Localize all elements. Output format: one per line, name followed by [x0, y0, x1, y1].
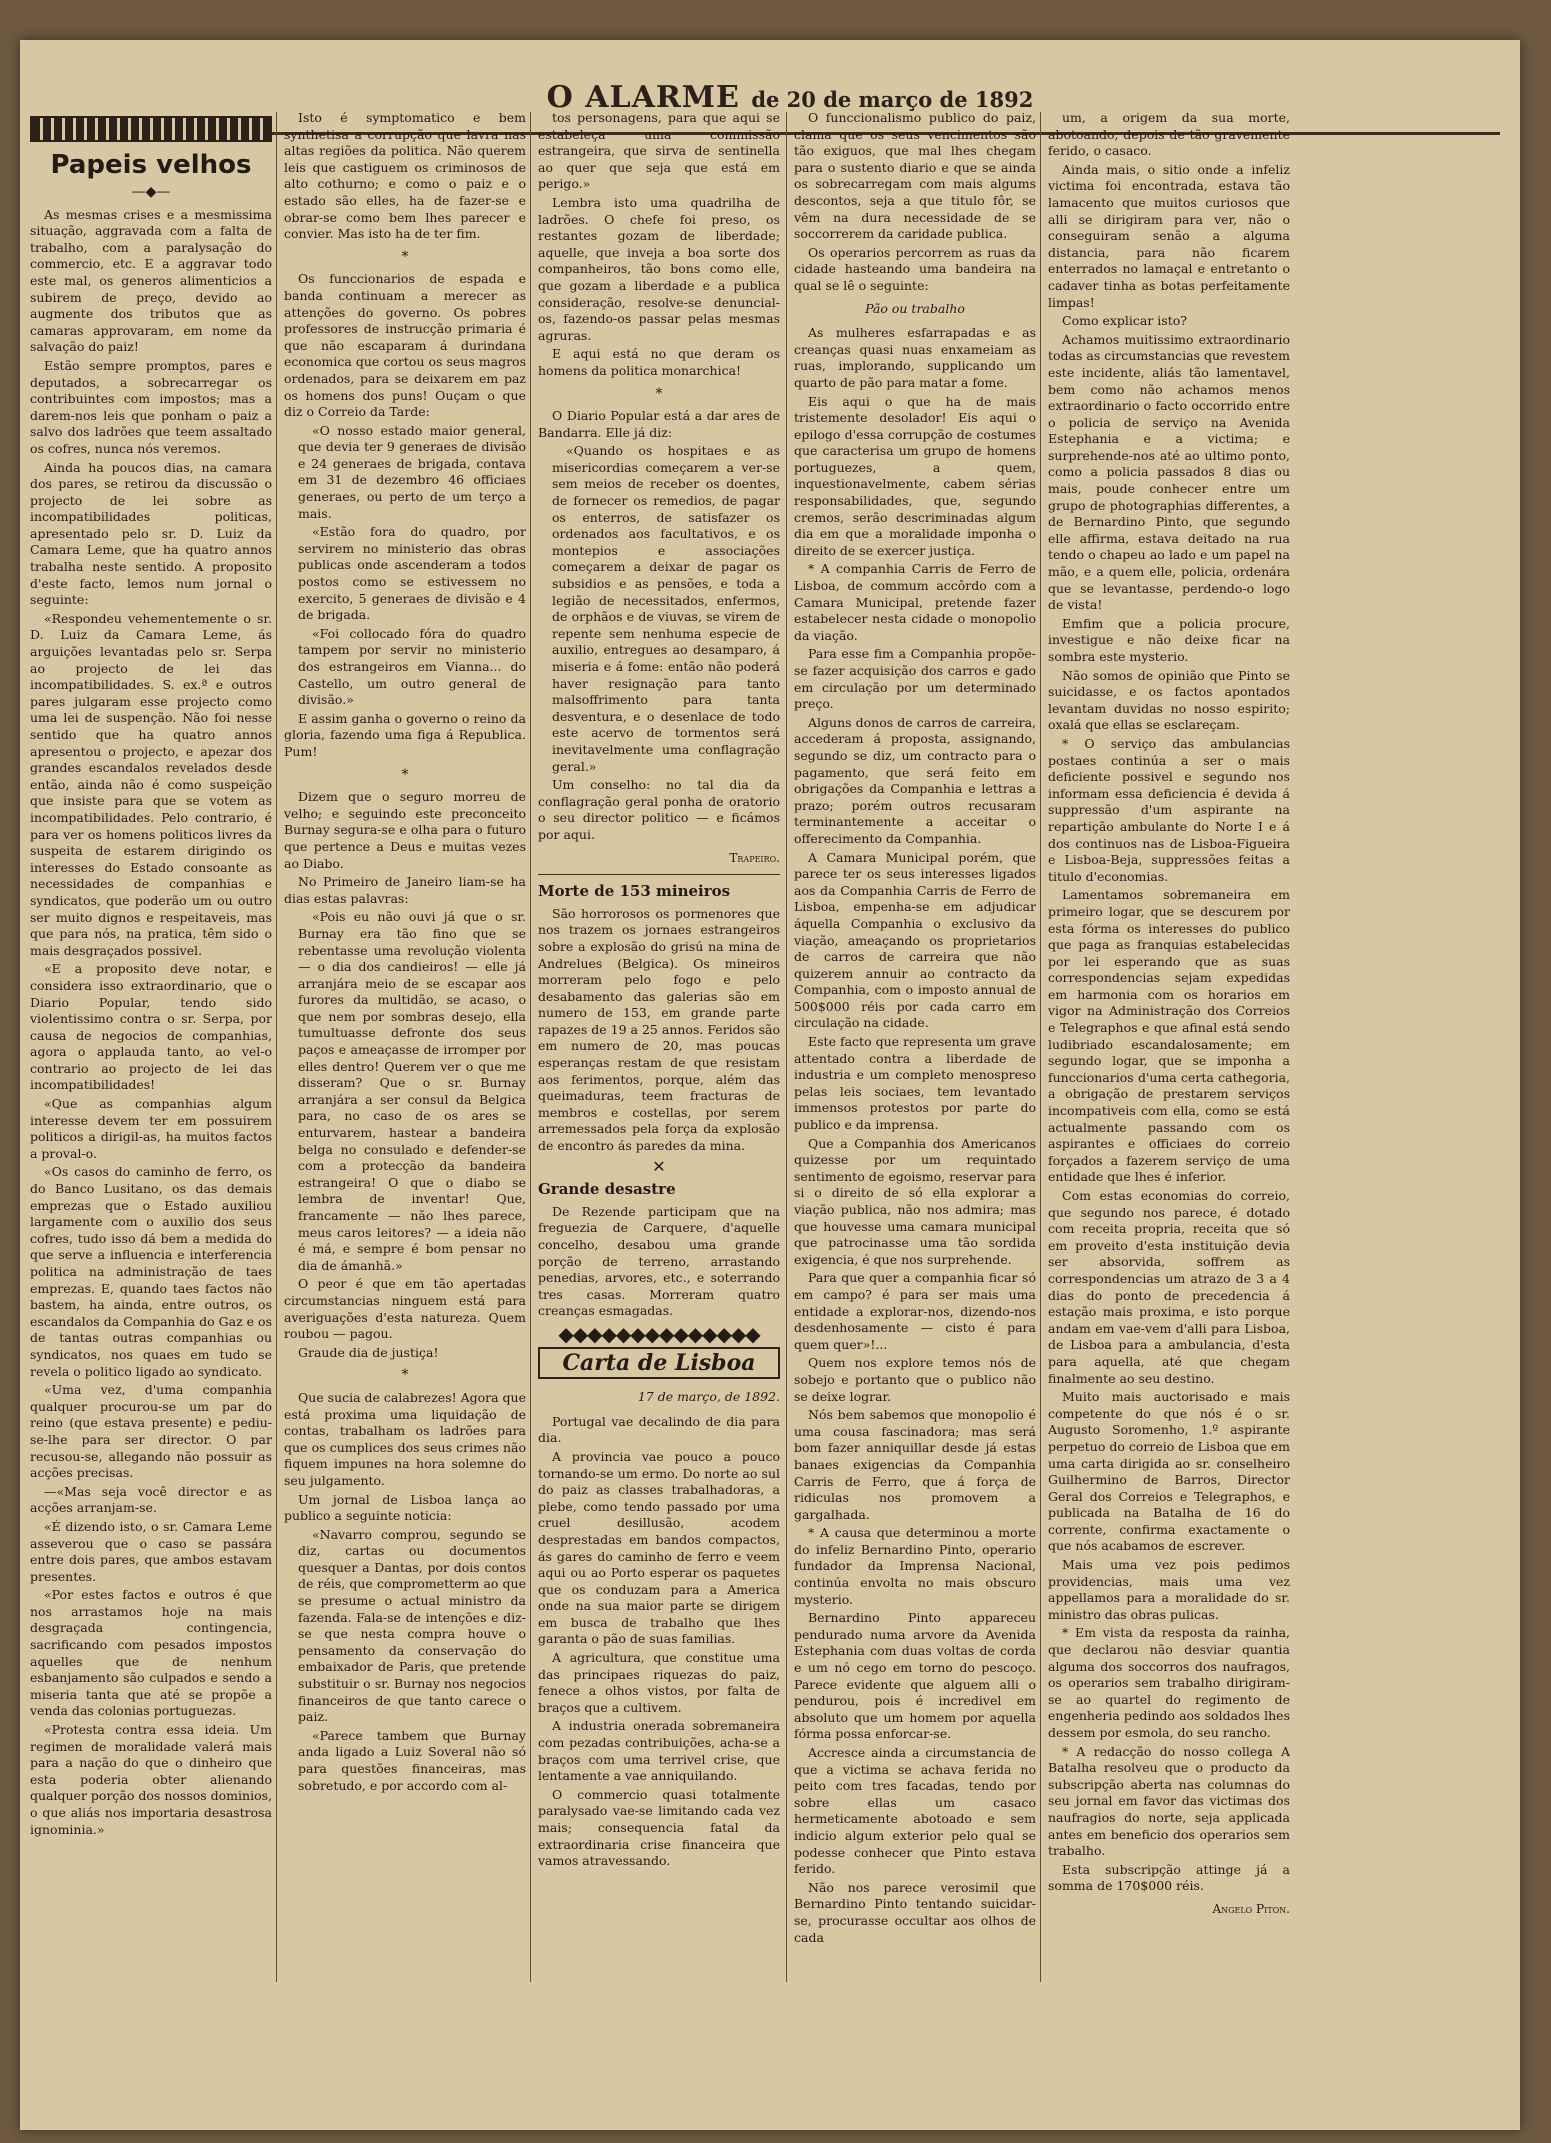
paragraph: * A companhia Carris de Ferro de Lisboa, de commum accôrdo com a Camara Municipal, pretende fazer estabelecer nesta cidade o monopolio da viação. — [794, 561, 1036, 643]
ornament-beads: ◆◆◆◆◆◆◆◆◆◆◆◆◆◆ — [558, 1321, 760, 1346]
paragraph: * A causa que determinou a morte do infeliz Bernardino Pinto, operario fundador da Imprensa Nacional, continúa envolta no mais obscuro mysterio. — [794, 1525, 1036, 1607]
paragraph: Este facto que representa um grave attentado contra a liberdade de industria e um completo menospreso pelas leis sociaes, tem levantado immensos protestos por parte do publico e da imprensa. — [794, 1034, 1036, 1133]
paragraph: A Camara Municipal porém, que parece ter os seus interesses ligados aos da Companhia Carris de Ferro de Lisboa, empenha-se em adjudicar áquella Companhia o exclusivo da viação, ameaçando os proprietarios de carros de carreira que não quizerem annuir ao contracto da Companhia, com o imposto annual de 500$000 réis por cada carro em circulação na cidade. — [794, 849, 1036, 1031]
quote: «Uma vez, d'uma companhia qualquer procurou-se um par do reino (que estava presente) e pediu-se-lhe para ser director. O par recusou-se, allegando não possuir as acções precisas. — [30, 1382, 272, 1481]
paragraph: Alguns donos de carros de carreira, accederam á proposta, assignando, segundo se diz, um contracto para o pagamento, que será feito em obrigações da Companhia e lettras a prazo; porém outros recusaram terminantemente a acceitar o offerecimento da Companhia. — [794, 714, 1036, 846]
quote: «Pois eu não ouvi já que o sr. Burnay era tão fino que se rebentasse uma revolução violenta — o dia dos candieiros! — elle já arranjára meio de se escapar aos furores da multidão, se acaso, o que nem por sombras desejo, ella tumultuasse defronte dos seus paços e ameaçasse de irromper por elles dentro! Querem ver o que me disseram? Que o sr. Burnay arranjára a ser consul da Belgica para, no caso de os ares se enturvarem, hastear a bandeira belga no consulado e defender-se com a protecção da bandeira estrangeira! O que o diabo se lembra de inventar! Que, francamente — não lhes parece, meus caros leitores? — a ideia não é má, e sempre é bom pensar no dia de ámanhã.» — [298, 909, 526, 1273]
quote: «Foi collocado fóra do quadro tampem por servir no ministerio dos estrangeiros em Vianna... do Castello, um outro general de divisão.» — [298, 625, 526, 708]
paragraph: Nós bem sabemos que monopolio é uma cousa fascinadora; mas será bom fazer anniquillar desde já estas banaes exigencias da Companhia Carris de Ferro, que á força de ridiculas nos promovem a gargalhada. — [794, 1407, 1036, 1522]
paragraph: Ainda ha poucos dias, na camara dos pares, se retirou da discussão o projecto de lei sobre as incompatibilidades politicas, apresentado pelo sr. D. Luiz da Camara Leme, que ha quatro annos trabalha neste sentido. A proposito d'este facto, lemos num jornal o seguinte: — [30, 459, 272, 608]
paragraph: Bernardino Pinto appareceu pendurado numa arvore da Avenida Estephania com duas voltas de corda e um nó cego em torno do pescoço. Parece evidente que alguem alli o pendurou, pois é incredivel em absoluto que um homem por aquella fórma possa enforcar-se. — [794, 1610, 1036, 1742]
asterisk-separator: * — [401, 1367, 409, 1384]
asterisk-separator: * — [401, 766, 409, 783]
quote: «Estão fora do quadro, por servirem no ministerio das obras publicas onde ascenderam a todos postos como se estivessem no exercito, 5 generaes de divisão e 4 de brigada. — [298, 524, 526, 623]
paragraph: A industria onerada sobremaneira com pezadas contribuições, acha-se a braços com uma terrivel crise, que lentamente a vae anniquilando. — [538, 1718, 780, 1784]
column-5 — [1048, 110, 1290, 1990]
paragraph: Portugal vae decalindo de dia para dia. — [538, 1413, 780, 1446]
quote: «Protesta contra essa ideia. Um regimen de moralidade valerá mais para a nação do que o dinheiro que esta poderia obter alienando qualquer porção dos nossos dominios, o que aliás nos importaria desastrosa ignominia.» — [30, 1722, 272, 1837]
column-3 — [538, 110, 780, 1990]
paragraph: Que a Companhia dos Americanos quizesse por um requintado sentimento de egoismo, reservar para si o direito de só ella explorar a viação publica, não nos admira; mas que houvesse uma camara municipal que patrocinasse uma tão sordida exigencia, é que nos surprehende. — [794, 1135, 1036, 1267]
paragraph: Accresce ainda a circumstancia de que a victima se achava ferida no peito com tres facadas, tendo por sobre ellas um casaco hermeticamente abotoado e sem indicio algum exterior pelo qual se podesse conhecer que Pinto estava ferido. — [794, 1745, 1036, 1877]
paragraph: O Diario Popular está a dar ares de Bandarra. Elle já diz: — [538, 408, 780, 440]
paragraph: E aqui está no que deram os homens da politica monarchica! — [538, 346, 780, 378]
column-2 — [284, 110, 526, 1990]
paragraph: tos personagens, para que aqui se estabeleça uma commissão estrangeira, que sirva de sentinella ao quer que seja que está em perigo.» — [538, 110, 780, 192]
paragraph: No Primeiro de Janeiro liam-se ha dias estas palavras: — [284, 874, 526, 906]
banner-motto: Pão ou trabalho — [865, 300, 965, 316]
paragraph: Quem nos explore temos nós de sobejo e portanto que o publico não se deixe lograr. — [794, 1355, 1036, 1404]
divider — [538, 874, 780, 875]
paragraph: Emfim que a policia procure, investigue e não deixe ficar na sombra este mysterio. — [1048, 615, 1290, 664]
column-4 — [794, 110, 1036, 1990]
paragraph: Os funccionarios de espada e banda continuam a merecer as attenções do governo. Os pobres professores de instrucção primaria é que não escaparam á durindana economica que cortou os seus magros ordenados, para se deixarem em paz os homens dos puns! Ouçam o que diz o Correio da Tarde: — [284, 271, 526, 420]
paragraph: Muito mais auctorisado e mais competente do que nós é o sr. Augusto Soromenho, 1.º aspirante perpetuo do correio de Lisboa que em uma carta dirigida ao sr. conselheiro Guilhermino de Barros, Director Geral dos Correios e Telegraphos, e publicada na Batalha de 16 do corrente, confirma exactamente o que nós acabamos de escrever. — [1048, 1389, 1290, 1554]
paragraph: O commercio quasi totalmente paralysado vae-se limitando cada vez mais; consequencia fatal da extraordinaria crise financeira que vamos atravessando. — [538, 1786, 780, 1869]
section-title-box: Carta de Lisboa — [538, 1347, 780, 1380]
paragraph: Eis aqui o que ha de mais tristemente desolador! Eis aqui o epilogo d'essa corrupção de costumes que caracterisa um grupo de homens portuguezes, a quem, inquestionavelmente, cabem sérias responsabilidades, que, segundo cremos, serão descriminadas algum dia em que a moralidade imponha o direito de se exercer justiça. — [794, 393, 1036, 558]
section-heading: Grande desastre — [538, 1180, 676, 1199]
column-divider — [1040, 112, 1041, 1982]
quote: «Que as companhias algum interesse devem ter em possuirem politicos a dirigil-as, ha muitos factos a proval-o. — [30, 1096, 272, 1161]
asterisk-separator: * — [655, 385, 663, 402]
paragraph: * A redacção do nosso collega A Batalha resolveu que o producto da subscripção aberta nas columnas do seu jornal em favor das victimas dos naufragios do norte, seja applicada antes em beneficio dos operarios sem trabalho. — [1048, 1743, 1290, 1859]
paragraph: Não nos parece verosimil que Bernardino Pinto tentando suicidar-se, procurasse occultar aos olhos de cada — [794, 1879, 1036, 1945]
section-heading: Morte de 153 mineiros — [538, 882, 731, 901]
paragraph: As mulheres esfarrapadas e as creanças quasi nuas enxameiam as ruas, implorando, supplicando um quarto de pão para matar a fome. — [794, 325, 1036, 390]
paragraph: Para esse fim a Companhia propõe-se fazer acquisição dos carros e gado em circulação por um determinado preço. — [794, 646, 1036, 712]
paragraph: Ainda mais, o sitio onde a infeliz victima foi encontrada, estava tão lamacento que muitos curiosos que alli se dirigiram para ver, não o conseguiram senão a alguma distancia, para não ficarem enterrados no lamaçal e entretanto o cadaver tinha as botas perfeitamente limpas! — [1048, 161, 1290, 310]
paragraph: E assim ganha o governo o reino da gloria, fazendo uma figa á Republica. Pum! — [284, 710, 526, 759]
paragraph: Lembra isto uma quadrilha de ladrões. O chefe foi preso, os restantes gozam de liberdade; aquelle, que inveja a boa sorte dos companheiros, tão bons como elle, que gozam a liberdade e a publica consideração, resolve-se denuncial-os, fazendo-os passar pelas mesmas agruras. — [538, 194, 780, 343]
paragraph: De Rezende participam que na freguezia de Carquere, d'aquelle concelho, desabou uma grande porção de terreno, arrastando penedias, arvores, etc., e soterrando tres casas. Morreram quatro creanças esmagadas. — [538, 1203, 780, 1319]
quote: «Quando os hospitaes e as misericordias começarem a ver-se sem meios de receber os doentes, de fornecer os remedios, de pagar os enterros, de satisfazer os ordenados aos facultativos, e os montepios e associações começarem a deixar de pagar os subsidios e as pensões, e toda a legião de necessitados, enfermos, de orphãos e de viuvas, se virem de repente sem nenhuma especie de auxilio, entregues ao desamparo, á miseria e á fome: então não poderá haver resignação para tanto malsoffrimento para tanta desventura, e o desenlace de todo este acervo de tormentos será inevitavelmente uma conflagração geral.» — [552, 443, 780, 774]
paragraph: Estão sempre promptos, pares e deputados, a sobrecarregar os contribuintes com impostos; mas a darem-nos leis que ponham o paiz a salvo dos ladrões que teem assaltado os cofres, nunca nós veremos. — [30, 357, 272, 456]
paragraph: São horrorosos os pormenores que nos trazem os jornaes estrangeiros sobre a explosão do grisú na mina de Andrelues (Belgica). Os mineiros morreram pelo fogo e pelo desabamento das galerias são em numero de 153, em grande parte rapazes de 19 a 25 annos. Feridos são em numero de 20, mas poucas esperanças restam de que resistam aos ferimentos, porque, além das queimaduras, teem fracturas de membros e costellas, por serem arremessados pela força da explosão de encontro ás paredes da mina. — [538, 905, 780, 1154]
dateline: 17 de março, de 1892. — [637, 1389, 780, 1405]
paragraph: A provincia vae pouco a pouco tornando-se um ermo. Do norte ao sul do paiz as classes trabalhadoras, a plebe, como tendo passado por uma cruel desillusão, acodem desprestadas em bandos compactos, ás gares do caminho de ferro e veem aqui ou ao Porto esperar os paquetes que os conduzam para a America onde na sua maior parte se dirigem em busca de trabalho que lhes garanta o pão de suas familias. — [538, 1448, 780, 1647]
paragraph: Dizem que o seguro morreu de velho; e seguindo este preconceito Burnay segura-se e olha para o futuro que pertence a Deus e muitas vezes ao Diabo. — [284, 789, 526, 871]
paragraph: A agricultura, que constitue uma das principaes riquezas do paiz, fenece a olhos vistos, por falta de braços que a cultivem. — [538, 1650, 780, 1715]
paragraph: Como explicar isto? — [1062, 313, 1187, 329]
cross-icon: ✕ — [652, 1156, 666, 1176]
paragraph: um, a origem da sua morte, abotoando, depois de tão gravemente ferido, o casaco. — [1048, 110, 1290, 159]
paragraph: Que sucia de calabrezes! Agora que está proxima uma liquidação de contas, trabalham os ladrões para que os cumplices dos seus crimes não fiquem impunes na hora solemne do seu julgamento. — [284, 1389, 526, 1488]
paragraph: O funccionalismo publico do paiz, clama que os seus vencimentos são tão exiguos, que mal lhes chegam para o sustento diario e que se ainda os sobrecarregam com mais algums descontos, seja a que titulo fôr, se vêm na dura necessidade de se soccorrerem da caridade publica. — [794, 110, 1036, 242]
paragraph: Lamentamos sobremaneira em primeiro logar, que se descurem por esta fórma os interesses do publico que paga as franquias estabelecidas por lei esperando que as suas correspondencias sejam expedidas em harmonia com os horarios em vigor na Administração dos Correios e Telegraphos e que afinal está sendo ludibriado escandalosamente; em segundo logar, que se imponha a funccionarios d'uma certa cathegoria, a obrigação de prestarem serviços incompativeis com ella, como se está actualmente passando com os aspirantes e officiaes do correio forçados a fazerem serviço de uma entidade que lhes é inferior. — [1048, 887, 1290, 1185]
quote: «Navarro comprou, segundo se diz, cartas ou documentos quesquer a Dantas, por dois contos de réis, que comprometterm ao que se presume o actual ministro da fazenda. Fala-se de intenções e diz-se que nesta compra houve o pensamento da conservação do embaixador de Paris, que pretende substituir o sr. Burnay nos negocios financeiros de que tanto carece o paiz. — [298, 1526, 526, 1725]
signature: Angelo Piton. — [1212, 1901, 1290, 1916]
paragraph: Graude dia de justiça! — [298, 1344, 439, 1360]
quote: —«Mas seja você director e as acções arranjam-se. — [30, 1483, 272, 1516]
quote: «É dizendo isto, o sr. Camara Leme asseverou que o caso se passára entre dois pares, que ambos estavam presentes. — [30, 1518, 272, 1584]
ornament-border — [30, 116, 272, 142]
quote: «O nosso estado maior general, que devia ter 9 generaes de divisão e 24 generaes de brigada, contava em 31 de dezembro 46 officiaes generaes, ou perto de um terço a mais. — [298, 422, 526, 521]
quote: «Por estes factos e outros é que nos arrastamos hoje na mais desgraçada contingencia, sacrificando com pesados impostos aquelles que de nenhum esbanjamento são culpados e sendo a miseria tanta que até se propõe a venda das colonias portuguezas. — [30, 1587, 272, 1719]
paragraph: As mesmas crises e a mesmissima situação, aggravada com a falta de trabalho, com a paralysação do commercio, etc. E a aggravar todo este mal, os generos alimenticios a subirem de preço, devido ao augmente dos tributos que as camaras approvaram, em nome da salvação do paiz! — [30, 206, 272, 355]
paragraph: Um conselho: no tal dia da conflagração geral ponha de oratorio o seu director politico — e ficámos por aqui. — [538, 777, 780, 842]
column-1 — [30, 110, 272, 1990]
paragraph: Não somos de opinião que Pinto se suicidasse, e os factos apontados levantam duvidas no nosso espirito; oxalá que ellas se esclareçam. — [1048, 667, 1290, 733]
signature: Trapeiro. — [729, 850, 780, 865]
paragraph: Os operarios percorrem as ruas da cidade hasteando uma bandeira na qual se lê o seguinte: — [794, 244, 1036, 293]
paragraph: Para que quer a companhia ficar só em campo? é para ser mais uma entidade a explorar-nos, dizendo-nos desdenhosamente — cisto é para quem quer»!... — [794, 1270, 1036, 1352]
asterisk-separator: * — [401, 248, 409, 265]
newspaper-name: O ALARME — [546, 80, 740, 115]
column-divider — [530, 112, 531, 1982]
paragraph: Com estas economias do correio, que segundo nos parece, é dotado com receita propria, receita que só em proveito d'esta instituição devia ser absorvida, soffrem as correspondencias um atrazo de 3 a 4 dias do ponto de precedencia á estação mais proxima, e isto porque andam em vae-vem d'alli para Lisboa, de Lisboa para a ambulancia, d'esta para aquella, até que chegam finalmente ao seu destino. — [1048, 1188, 1290, 1386]
column-divider — [786, 112, 787, 1982]
paragraph: Isto é symptomatico e bem synthetisa a corrupção que lavra nas altas regiões da politica. Não querem leis que castiguem os criminosos de alto cothurno; e como o paiz e o estado são elles, ha de fazer-se e obrar-se como bem lhes parecer e convier. Mas isto ha de ter fim. — [284, 110, 526, 242]
paragraph: Esta subscripção attinge já a somma de 170$000 réis. — [1048, 1861, 1290, 1894]
paragraph: * Em vista da resposta da rainha, que declarou não desviar quantia alguma dos soccorros dos naufragos, os operarios sem trabalho dirigiram-se ao quartel do regimento de engenheria pedindo aos soldados lhes dessem por esmola, do seu rancho. — [1048, 1625, 1290, 1740]
paragraph: Achamos muitissimo extraordinario todas as circumstancias que revestem este incidente, aliás tão lamentavel, bem como não achamos menos extraordinario o facto occorrido entre o policia de serviço na Avenida Estephania e a victima; e surprehende-nos até ao ultimo ponto, como a policia passados 8 dias ou mais, poude conhecer entre um grupo de photographias differentes, a de Bernardino Pinto, que segundo elle affirma, estava deitado na rua tendo o chapeu ao lado e um papel na mão, e a quem elle, policia, ordenára que se levantasse, perdendo-o logo de vista! — [1048, 331, 1290, 613]
issue-date: de 20 de março de 1892 — [751, 87, 1034, 112]
paragraph: Um jornal de Lisboa lança ao publico a seguinte noticia: — [284, 1491, 526, 1524]
column-divider — [276, 112, 277, 1982]
article-title: Papeis velhos — [50, 150, 252, 180]
paragraph: O peor é que em tão apertadas circumstancias ninguem está para averiguações d'esta natureza. Quem roubou — pagou. — [284, 1276, 526, 1342]
quote: «Parece tambem que Burnay anda ligado a Luiz Soveral não só para questões financeiras, mas sobretudo, e por accordo com al- — [298, 1727, 526, 1793]
paragraph: Mais uma vez pois pedimos providencias, mais uma vez appellamos para a moralidade do sr. ministro das obras pulicas. — [1048, 1557, 1290, 1622]
quote: «Respondeu vehementemente o sr. D. Luiz da Camara Leme, ás arguições levantadas pelo sr. Serpa ao projecto de lei das incompatibilidades. S. ex.ª e outros pares julgaram esse projecto como uma lei de suspenção. Não foi nesse sentido que ha quatro annos apresentou o projecto, e apezar dos grandes escandalos revelados desde então, ainda não é como suspeição que insiste para que se votem as incompatibilidades. Pelo contrario, é para ver os homens politicos livres da suspeita de estarem dirigindo os interesses do Estado consoante as necessidades de companhias e syndicatos, que poderão um ou outro ser muito dignos e respeitaveis, mas que para nós, na pratica, têm sido o mais desgraçados possivel. — [30, 610, 272, 958]
paragraph: * O serviço das ambulancias postaes continúa a ser o mais deficiente possivel e segundo nos informam essa deficiencia é devida á suppressão d'um aspirante na repartição ambulante do Norte I e á dos continuos nas de Lisboa-Figueira e Lisboa-Beja, suppressões feitas a titulo d'economias. — [1048, 735, 1290, 884]
quote: «Os casos do caminho de ferro, os do Banco Lusitano, os das demais emprezas que o Estado auxiliou largamente com o auxilio dos seus cofres, tudo isso dá bem a medida do que serve a influencia e interferencia politica na administração de taes emprezas. E, quando taes factos não bastem, ha ainda, entre outros, os escandalos da Companhia do Gaz e os de tantas outras companhias ou syndicatos, nos quaes em tudo se revela o politico ligado ao syndicato. — [30, 1164, 272, 1379]
quote: «E a proposito deve notar, e considera isso extraordinario, que o Diario Popular, tendo sido violentissimo contra o sr. Serpa, por causa de negocios de companhias, agora o applauda tanto, ao vel-o contrario ao projecto de lei das incompatibilidades! — [30, 961, 272, 1093]
dingbat-icon: —◆— — [131, 184, 171, 200]
